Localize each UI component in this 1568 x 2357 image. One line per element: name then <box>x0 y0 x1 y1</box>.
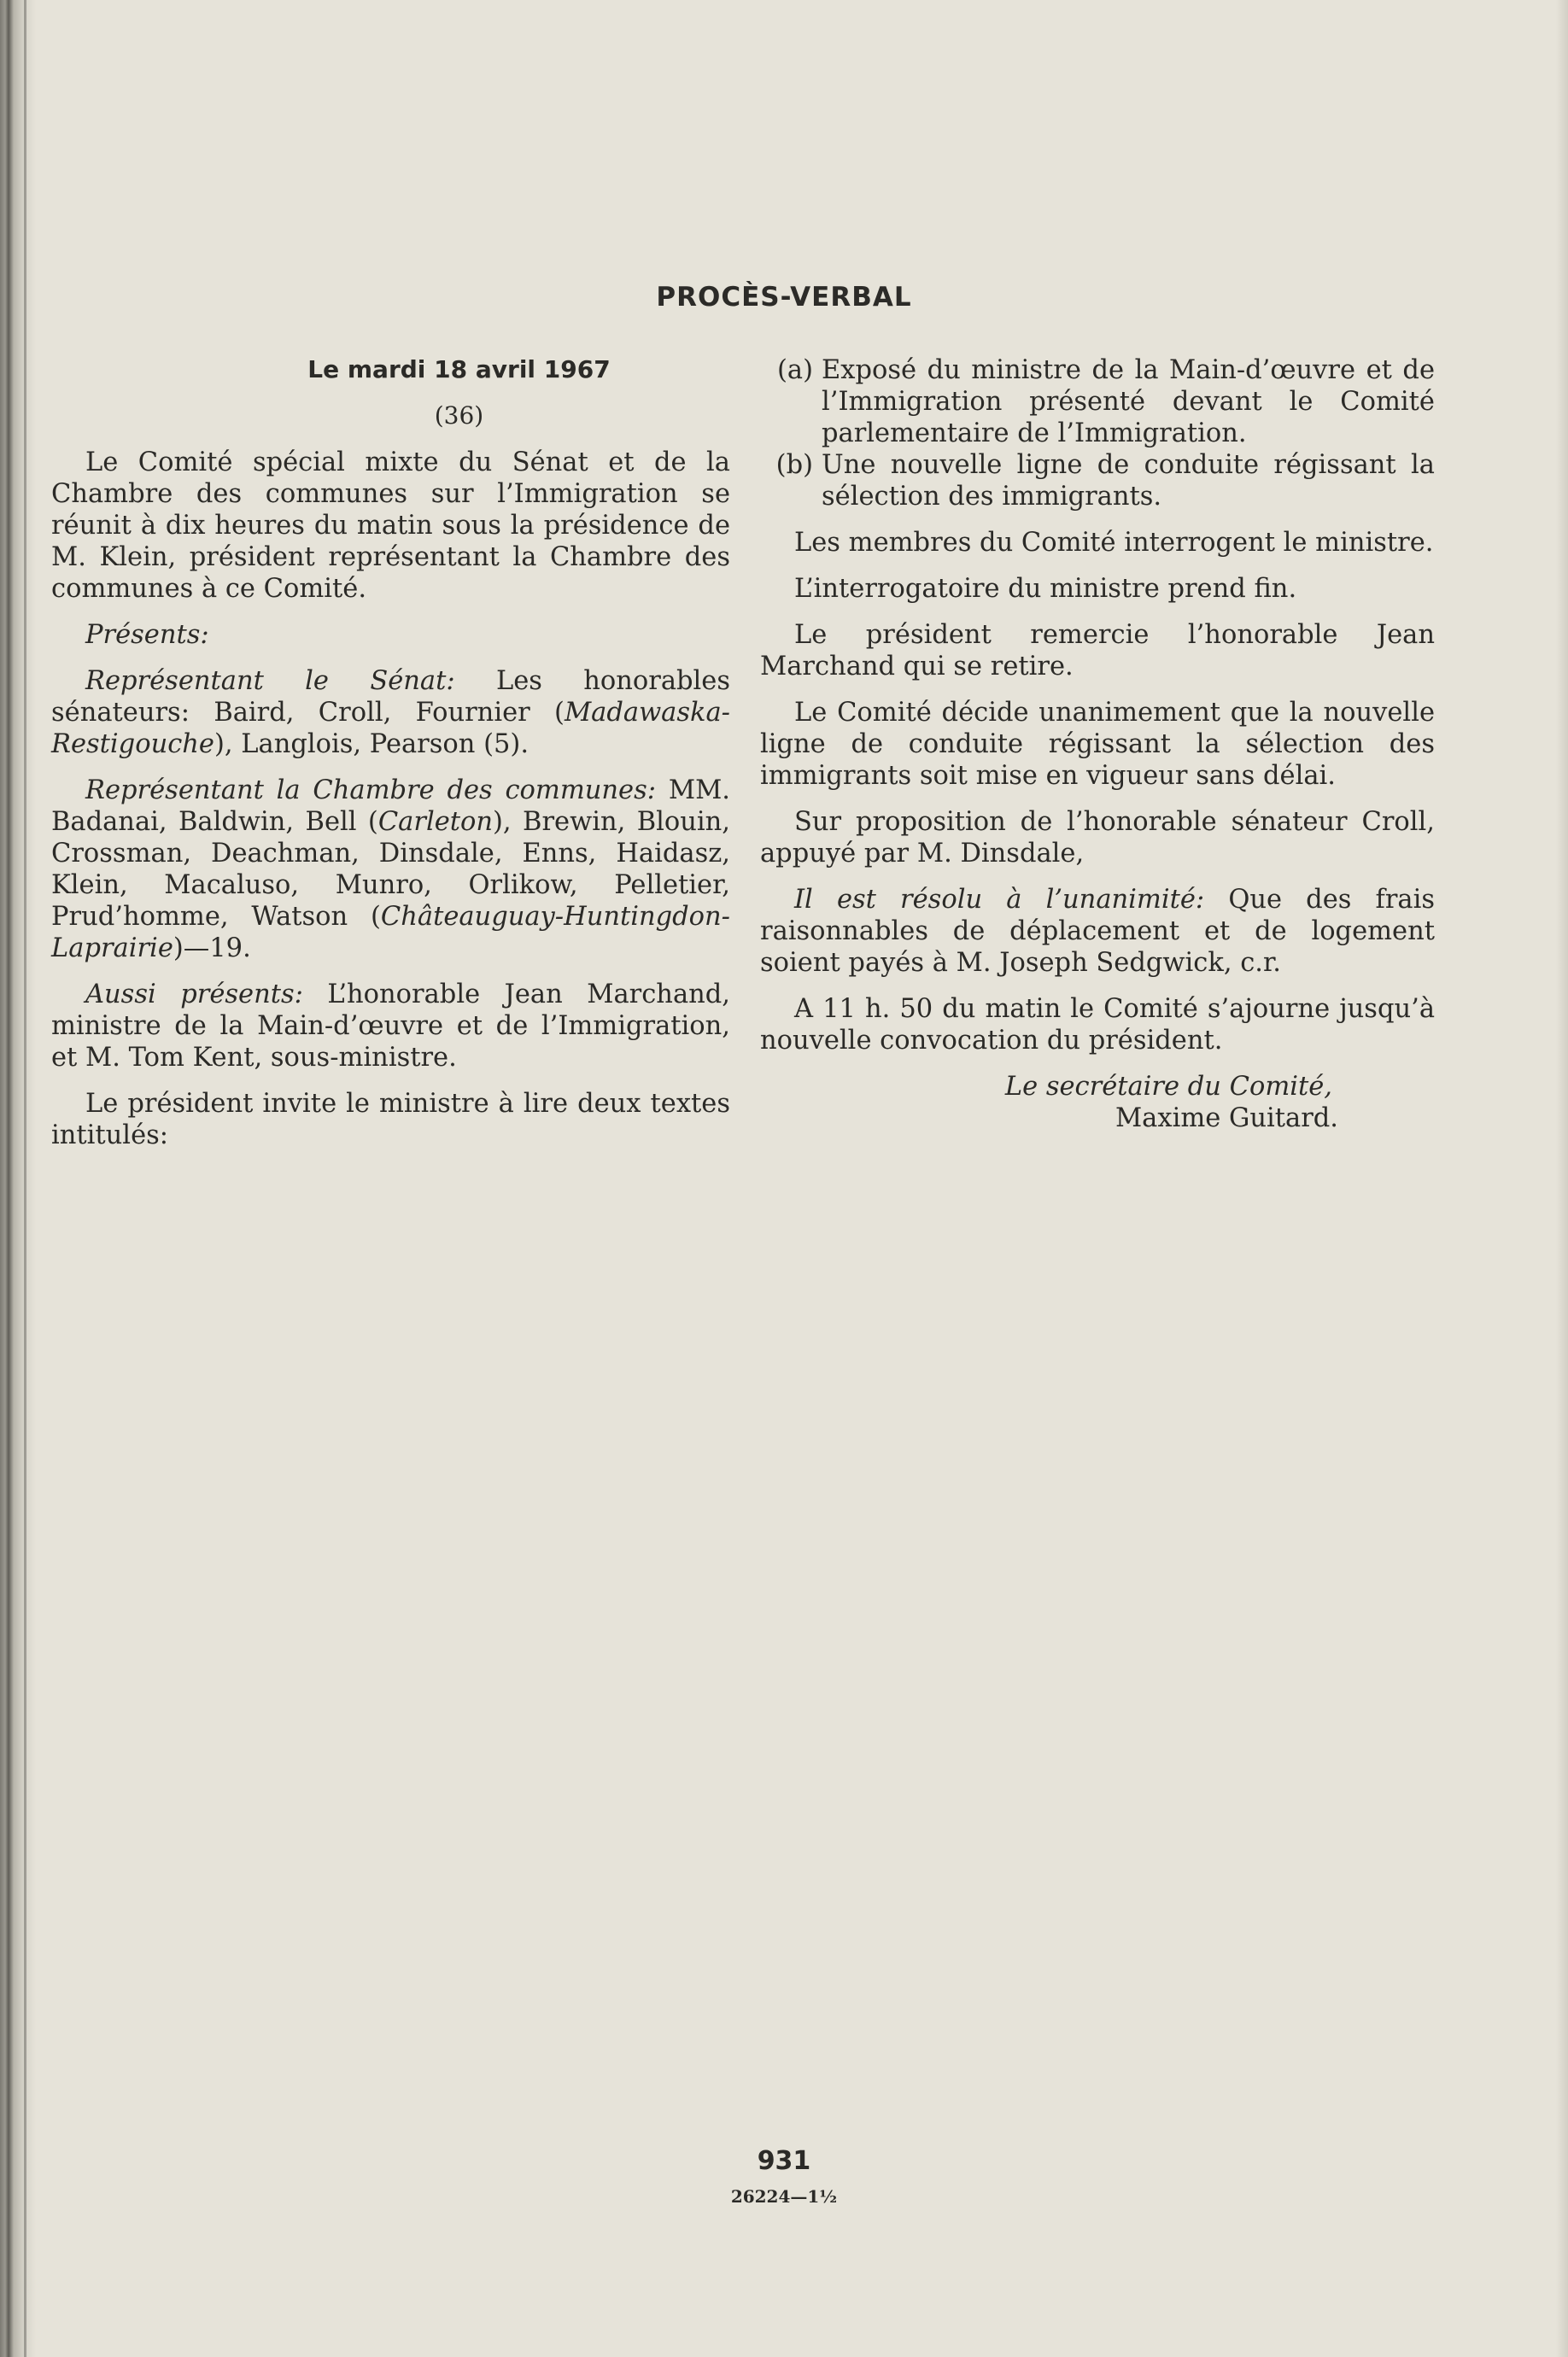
right-column <box>760 354 1435 1149</box>
senate-riding: Madawaska-Restigouche <box>51 698 730 759</box>
list-item-letter: (b) <box>775 450 813 480</box>
also-present-paragraph <box>51 979 730 1073</box>
list-item-text: Exposé du ministre de la Main-d’œuvre et de l’Immigration présenté devant le Comité parlementaire de l’Immigration. <box>822 355 1435 448</box>
senate-members-a: Les honorables sénateurs: Baird, Croll, Fournier ( <box>51 666 730 728</box>
opening-paragraph: Le Comité spécial mixte du Sénat et de la Chambre des communes sur l’Immigration se réunit à dix heures du matin sous la présidence de M. Klein, président représentant la Chambre des communes à ce Comité. <box>51 447 730 604</box>
list-item-text: Une nouvelle ligne de conduite régissant la sélection des immigrants. <box>822 450 1435 512</box>
sitting-date: Le mardi 18 avril 1967 <box>307 355 611 383</box>
commons-label: Représentant la Chambre des communes: <box>85 775 657 805</box>
commons-members-c: )—19. <box>173 933 251 963</box>
commons-riding-2: Châteauguay-Huntingdon-Laprairie <box>51 902 730 963</box>
list-item <box>760 449 1435 512</box>
page-binding <box>0 0 36 2357</box>
resolved-text: Que des frais raisonnables de déplacement et de logement soient payés à M. Joseph Sedgwick, c.r. <box>760 885 1435 978</box>
commons-members-b: ), Brewin, Blouin, Crossman, Deachman, Dinsdale, Enns, Haidasz, Klein, Macaluso, Munro, Orlikow, Pelletier, Prud’homme, Watson ( <box>51 807 730 932</box>
presents-heading <box>51 619 730 651</box>
decision-paragraph: Le Comité décide unanimement que la nouvelle ligne de conduite régissant la sélection des immigrants soit mise en vigueur sans délai. <box>760 698 1435 791</box>
resolved-label: Il est résolu à l’unanimité: <box>794 885 1205 915</box>
senate-members-b: ), Langlois, Pearson (5). <box>214 729 529 759</box>
signature-name: Maxime Guitard. <box>1115 1103 1338 1133</box>
presents-label: Présents: <box>85 620 209 650</box>
list-item-letter: (a) <box>777 355 813 385</box>
thanks-paragraph: Le président remercie l’honorable Jean Marchand qui se retire. <box>760 620 1435 681</box>
commons-members-a: MM. Badanai, Baldwin, Bell ( <box>51 775 730 837</box>
commons-members-paragraph <box>51 775 730 964</box>
binding-line <box>24 0 26 2357</box>
list-item <box>760 354 1435 449</box>
resolution-paragraph <box>760 884 1435 979</box>
senate-members-paragraph <box>51 665 730 760</box>
page-edge <box>1556 0 1568 2357</box>
also-present-label: Aussi présents: <box>85 980 303 1009</box>
print-code: 26224—1½ <box>730 2186 838 2207</box>
sitting-number: (36) <box>434 401 484 430</box>
page-number: 931 <box>757 2146 811 2176</box>
questioning-end-paragraph: L’interrogatoire du ministre prend fin. <box>794 574 1297 604</box>
questions-paragraph: Les membres du Comité interrogent le ministre. <box>794 528 1434 558</box>
motion-paragraph: Sur proposition de l’honorable sénateur Croll, appuyé par M. Dinsdale, <box>760 807 1435 869</box>
commons-riding-1: Carleton <box>377 807 494 837</box>
also-present-text: L’honorable Jean Marchand, ministre de la Main-d’œuvre et de l’Immigration, et M. Tom Kent, sous-ministre. <box>51 980 730 1073</box>
signature-title: Le secrétaire du Comité, <box>1004 1072 1332 1102</box>
senate-label: Représentant le Sénat: <box>85 666 455 696</box>
invite-paragraph: Le président invite le ministre à lire deux textes intitulés: <box>51 1089 730 1150</box>
page-title: PROCÈS-VERBAL <box>656 282 912 313</box>
adjourn-paragraph: A 11 h. 50 du matin le Comité s’ajourne jusqu’à nouvelle convocation du président. <box>760 994 1435 1056</box>
left-column <box>51 354 730 1166</box>
